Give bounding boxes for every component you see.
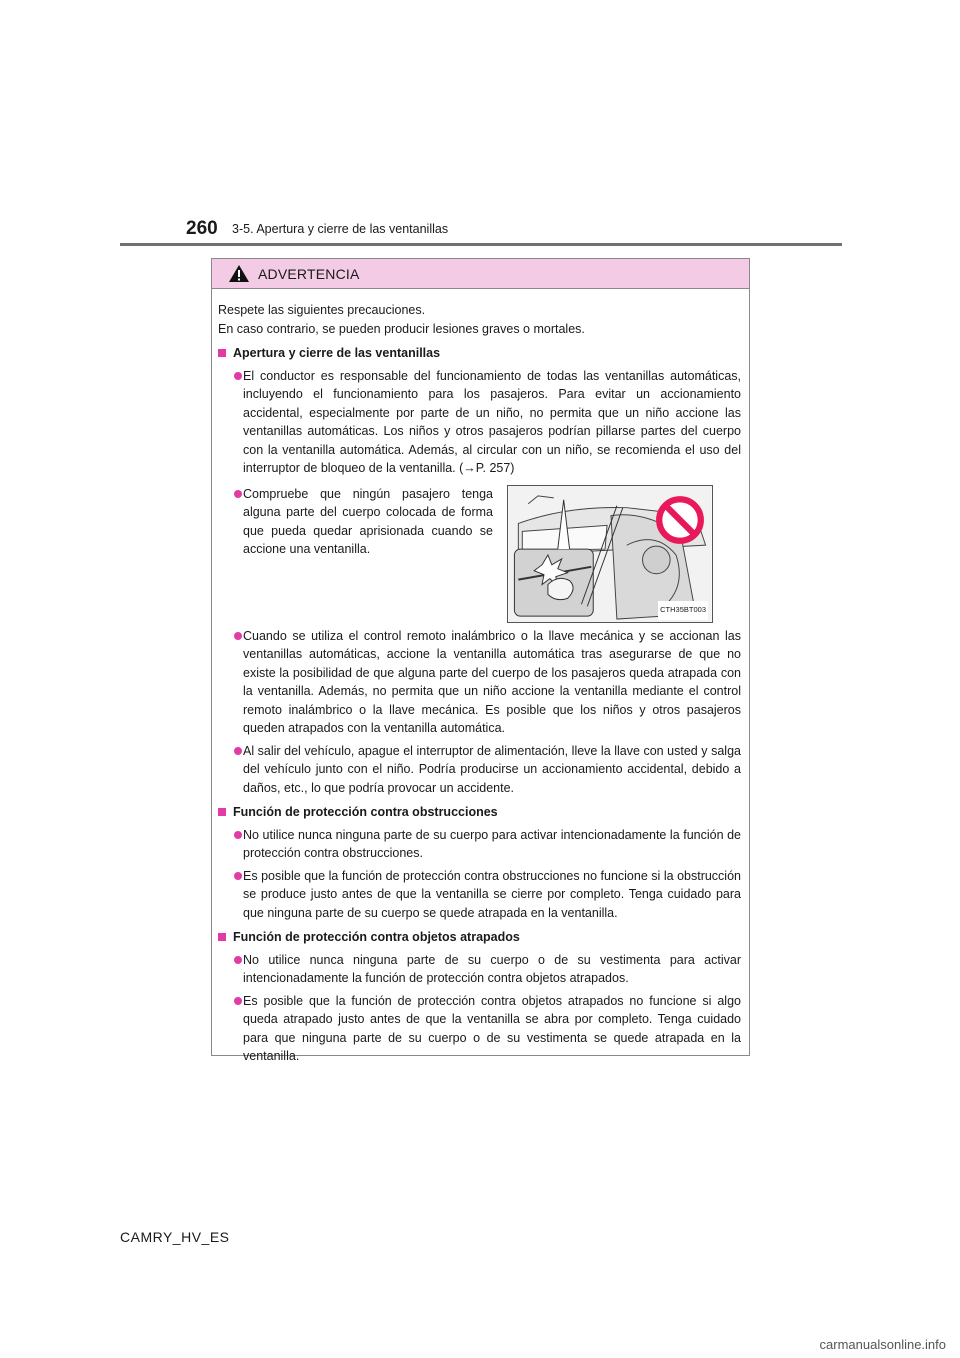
list-item-text: El conductor es responsable del funcionamiento de todas las ventanillas automáticas, incluyendo el funcionamiento para los pasajeros. Para evitar un accionamiento accidental, especialmente por parte de un niño, no permita que un niño accione las ventanillas automáticas. Los niños y otros pasajeros podrían pillarse partes del cuerpo con la ventanilla automática. Además, al circular con un niño, se recomienda el uso del interruptor de bloqueo de la ventanilla. (→P. 257): [243, 368, 741, 475]
bullet-dot-icon: [234, 632, 242, 640]
section-heading-text: Función de protección contra objetos atrapados: [233, 930, 520, 944]
list-item: [218, 742, 741, 798]
list-item-text: Compruebe que ningún pasajero tenga alguna parte del cuerpo colocada de forma que pueda quedar aprisionada cuando se accione una ventanilla.: [243, 486, 493, 556]
bullet-dot-icon: [234, 490, 242, 498]
list-item-text: Al salir del vehículo, apague el interruptor de alimentación, lleve la llave con usted y salga del vehículo junto con el niño. Podría producirse un accionamiento accidental, debido a daños, etc., lo que podría provocar un accidente.: [243, 743, 741, 795]
bullet-dot-icon: [234, 831, 242, 839]
square-bullet-icon: [218, 349, 226, 357]
illustration-row: [218, 485, 741, 623]
section-heading-text: Función de protección contra obstrucciones: [233, 805, 498, 819]
section-title: 3-5. Apertura y cierre de las ventanillas: [232, 222, 449, 236]
list-item: [218, 627, 741, 738]
list-item: [218, 992, 741, 1066]
model-code: CAMRY_HV_ES: [120, 1229, 230, 1245]
square-bullet-icon: [218, 933, 226, 941]
intro-line: En caso contrario, se pueden producir lesiones graves o mortales.: [218, 321, 585, 336]
header-divider: [120, 243, 842, 246]
prohibited-sign-icon: [654, 494, 706, 546]
section-heading: [218, 803, 741, 822]
list-item-text: No utilice nunca ninguna parte de su cuerpo para activar intencionadamente la función de protección contra obstrucciones.: [243, 827, 741, 860]
watermark: carmanualsonline.info: [819, 1337, 946, 1352]
warning-title: ADVERTENCIA: [258, 265, 360, 282]
intro-line: Respete las siguientes precauciones.: [218, 303, 426, 317]
section-heading: [218, 344, 741, 363]
warning-box: [211, 258, 750, 1063]
bullet-dot-icon: [234, 747, 242, 755]
list-item: [218, 951, 741, 988]
list-item-text: No utilice nunca ninguna parte de su cuerpo o de su vestimenta para activar intencionadamente la función de protección contra objetos atrapados.: [243, 952, 741, 985]
warning-header: [212, 259, 749, 289]
warning-triangle-icon: [228, 264, 250, 283]
window-pinch-illustration: [507, 485, 713, 623]
section-heading: [218, 928, 741, 947]
bullet-dot-icon: [234, 997, 242, 1005]
section-heading-text: Apertura y cierre de las ventanillas: [233, 346, 441, 360]
page-number: 260: [186, 218, 218, 239]
list-item-text: Cuando se utiliza el control remoto inalámbrico o la llave mecánica y se accionan las ventanillas automáticas, accione la ventanilla automática tras asegurarse de que no existe la posibilidad de que alguna parte del cuerpo de los pasajeros queda atrapada con la ventanilla. Además, no permita que un niño accione la ventanilla mediante el control remoto inalámbrico o la llave mecánica. Es posible que los niños y otros pasajeros queden atrapados con la ventanilla automática.: [243, 628, 741, 735]
list-item: [218, 867, 741, 923]
list-item: [218, 485, 493, 623]
list-item-text: Es posible que la función de protección contra obstrucciones no funcione si la obstrucción se produce justo antes de que la ventanilla se cierre por completo. Tenga cuidado para que ninguna parte de su cuerpo se quede atrapada en la ventanilla.: [243, 868, 741, 920]
bullet-dot-icon: [234, 956, 242, 964]
bullet-dot-icon: [234, 372, 242, 380]
bullet-dot-icon: [234, 872, 242, 880]
list-item: [218, 826, 741, 863]
square-bullet-icon: [218, 808, 226, 816]
warning-intro: [218, 301, 741, 338]
warning-content: [212, 289, 749, 1066]
list-item: [218, 367, 741, 478]
illustration-code: CTH35BT003: [658, 601, 708, 620]
list-item-text: Es posible que la función de protección contra objetos atrapados no funcione si algo queda atrapado justo antes de que la ventanilla se abra por completo. Tenga cuidado para que ninguna parte de su cuerpo o de su vestimenta se quede atrapada en la ventanilla.: [243, 993, 741, 1063]
